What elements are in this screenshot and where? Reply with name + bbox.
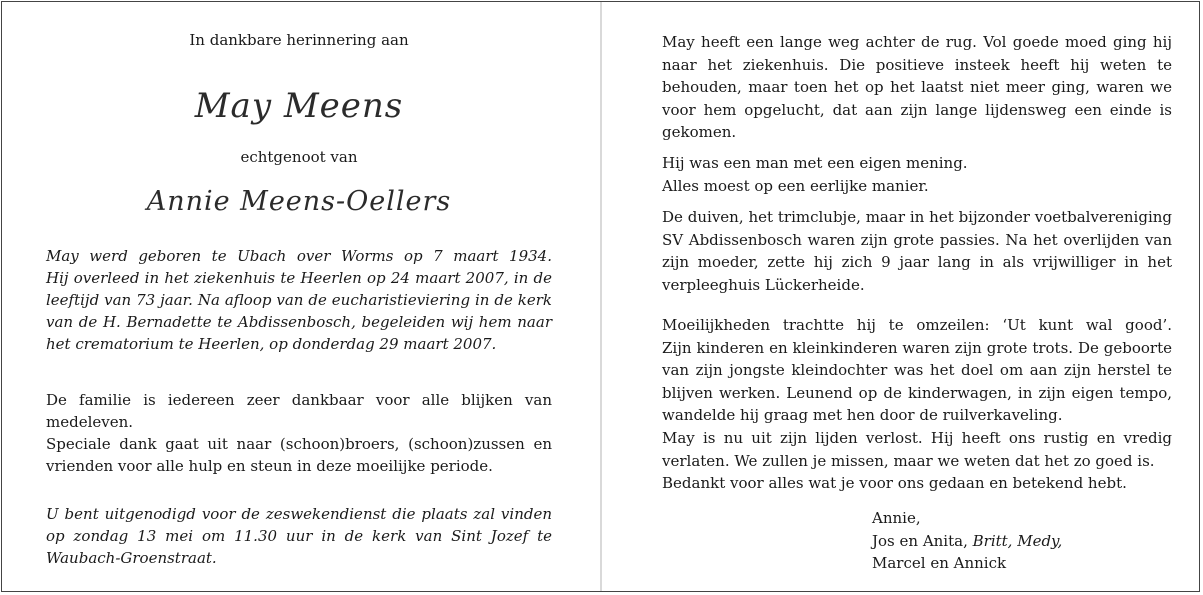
- text-line: leeftijd van 73 jaar. Na afloop van de eucharistieviering in de kerk: [46, 291, 552, 309]
- text-line: Moeilijkheden trachtte hij te omzeilen: ‘Ut kunt wal good’.: [662, 316, 1172, 334]
- text-line: Bedankt voor alles wat je voor ons gedaan en betekend hebt.: [662, 474, 1127, 492]
- thanks-paragraph: [46, 389, 552, 433]
- spouse-label: echtgenoot van: [240, 148, 358, 166]
- passions-paragraph: [662, 206, 1172, 296]
- farewell-paragraph: [662, 427, 1172, 495]
- text-line: U bent uitgenodigd voor de zeswekendienst die plaats zal vinden: [46, 505, 552, 523]
- text-line: vrienden voor alle hulp en steun in deze moeilijke periode.: [46, 457, 493, 475]
- text-line: het crematorium te Heerlen, op donderdag 29 maart 2007.: [46, 335, 497, 353]
- text-line: verpleeghuis Lückerheide.: [662, 275, 865, 294]
- text-line: van de H. Bernadette te Abdissenbosch, begeleiden wij hem naar: [46, 313, 552, 331]
- signature-line: [872, 530, 1062, 553]
- text-line: Zijn kinderen en kleinkinderen waren zijn grote trots. De geboorte: [662, 338, 1172, 357]
- signature-block: [872, 507, 1062, 575]
- text-line: medeleven.: [46, 413, 134, 431]
- text-line: Hij was een man met een eigen mening.: [662, 154, 968, 172]
- special-thanks-paragraph: [46, 433, 552, 477]
- life-paragraph: [662, 31, 1172, 144]
- text-line: van zijn jongste kleindochter was het doel om aan zijn herstel te: [662, 361, 1172, 379]
- text-line: op zondag 13 mei om 11.30 uur in de kerk van Sint Jozef te: [46, 527, 552, 545]
- text-line: zijn moeder, zette hij zich 9 jaar lang in als vrijwilliger in het: [662, 253, 1172, 271]
- birth-paragraph: [46, 245, 552, 355]
- text-line: May is nu uit zijn lijden verlost. Hij heeft ons rustig en vredig: [662, 429, 1172, 447]
- text-line: Speciale dank gaat uit naar (schoon)broers, (schoon)zussen en: [46, 435, 552, 453]
- signature-line: Marcel en Annick: [872, 554, 1007, 572]
- intro-text: In dankbare herinnering aan: [189, 31, 409, 49]
- fold-line: [600, 2, 602, 591]
- text-line: naar het ziekenhuis. Die positieve insteek heeft hij weten te: [662, 55, 1172, 74]
- text-line: Waubach-Groenstraat.: [46, 549, 217, 567]
- text-line: gekomen.: [662, 123, 737, 141]
- signature-grandchildren: Britt, Medy,: [972, 531, 1063, 550]
- text-line: voor hem opgelucht, dat aan zijn lange lijdensweg een einde is: [662, 100, 1172, 119]
- signature-names: Jos en Anita,: [872, 531, 973, 550]
- spouse-name: Annie Meens-Oellers: [146, 186, 452, 217]
- text-line: SV Abdissenbosch waren zijn grote passies. Na het overlijden van: [662, 230, 1172, 249]
- text-line: May werd geboren te Ubach over Worms op 7 maart 1934.: [46, 247, 552, 265]
- text-line: Alles moest op een eerlijke manier.: [662, 176, 929, 195]
- text-line: wandelde hij graag met hen door de ruilverkaveling.: [662, 406, 1063, 424]
- text-line: De familie is iedereen zeer dankbaar voor alle blijken van: [46, 391, 552, 409]
- text-line: Hij overleed in het ziekenhuis te Heerlen op 24 maart 2007, in de: [46, 269, 552, 287]
- deceased-name: May Meens: [194, 86, 404, 126]
- text-line: behouden, maar toen het op het laatst niet meer ging, waren we: [662, 78, 1172, 96]
- invitation-paragraph: [46, 503, 552, 569]
- text-line: verlaten. We zullen je missen, maar we weten dat het zo goed is.: [662, 451, 1155, 470]
- family-paragraph: [662, 314, 1172, 427]
- text-line: May heeft een lange weg achter de rug. Vol goede moed ging hij: [662, 33, 1172, 51]
- signature-line: Annie,: [872, 509, 921, 527]
- text-line: blijven werken. Leunend op de kinderwagen, in zijn eigen tempo,: [662, 383, 1172, 402]
- character-paragraph: [662, 152, 1172, 197]
- text-line: De duiven, het trimclubje, maar in het bijzonder voetbalvereniging: [662, 208, 1172, 226]
